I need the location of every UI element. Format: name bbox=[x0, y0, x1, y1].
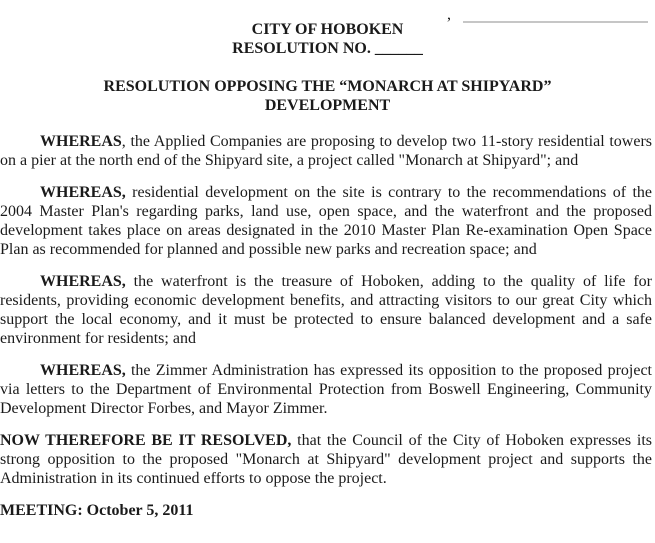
paragraph-whereas-2 bbox=[0, 183, 652, 259]
paragraph-text: the waterfront is the treasure of Hoboken, adding to the quality of life for residents, providing economic development benefits, and attracting visitors to our great City which support the local economy, and it must be protected to ensure balanced development and a safe environment for residents; and bbox=[0, 273, 652, 347]
document-title bbox=[0, 77, 655, 115]
paragraph-text: the Zimmer Administration has expressed its opposition to the proposed project via letters to the Department of Environmental Protection from Boswell Engineering, Community Development Director Forbes, and Mayor Zimmer. bbox=[0, 362, 652, 417]
paragraph-whereas-3 bbox=[0, 272, 652, 348]
document-title-line1: RESOLUTION OPPOSING THE “MONARCH AT SHIPYARD” bbox=[103, 78, 552, 95]
paragraph-lead: WHEREAS bbox=[40, 133, 122, 150]
paragraph-lead: WHEREAS, bbox=[40, 362, 126, 379]
paragraph-whereas-4 bbox=[0, 361, 652, 418]
paragraph-text: , the Applied Companies are proposing to develop two 11-story residential towers on a pier at the north end of the Shipyard site, a project called "Monarch at Shipyard"; and bbox=[0, 133, 652, 169]
header-resolution-number-line: RESOLUTION NO. ______ bbox=[232, 40, 423, 57]
paragraph-text: residential development on the site is contrary to the recommendations of the 2004 Master Plan's regarding parks, land use, open space, and the waterfront and the proposed development takes place on areas designated in the 2010 Master Plan Re-examination Open Space Plan as recommended for planned and possible new parks and recreation space; and bbox=[0, 184, 652, 258]
cutoff-text-fragment: , bbox=[447, 6, 451, 23]
document-body bbox=[0, 132, 652, 520]
header-city-line: CITY OF HOBOKEN bbox=[251, 21, 404, 38]
paragraph-lead: NOW THEREFORE BE IT RESOLVED, bbox=[0, 432, 292, 449]
document-page bbox=[0, 6, 655, 543]
document-header bbox=[0, 20, 655, 58]
signature-line bbox=[463, 21, 648, 23]
paragraph-text: that the Council of the City of Hoboken expresses its strong opposition to the proposed "Monarch at Shipyard" development project and supports the Administration in its continued efforts to oppose the project. bbox=[0, 432, 652, 487]
meeting-date-line: MEETING: October 5, 2011 bbox=[0, 502, 194, 519]
paragraph-lead: WHEREAS, bbox=[40, 273, 126, 290]
document-title-line2: DEVELOPMENT bbox=[264, 97, 391, 114]
paragraph-whereas-1 bbox=[0, 132, 652, 170]
paragraph-lead: WHEREAS, bbox=[40, 184, 126, 201]
paragraph-resolved bbox=[0, 431, 652, 488]
